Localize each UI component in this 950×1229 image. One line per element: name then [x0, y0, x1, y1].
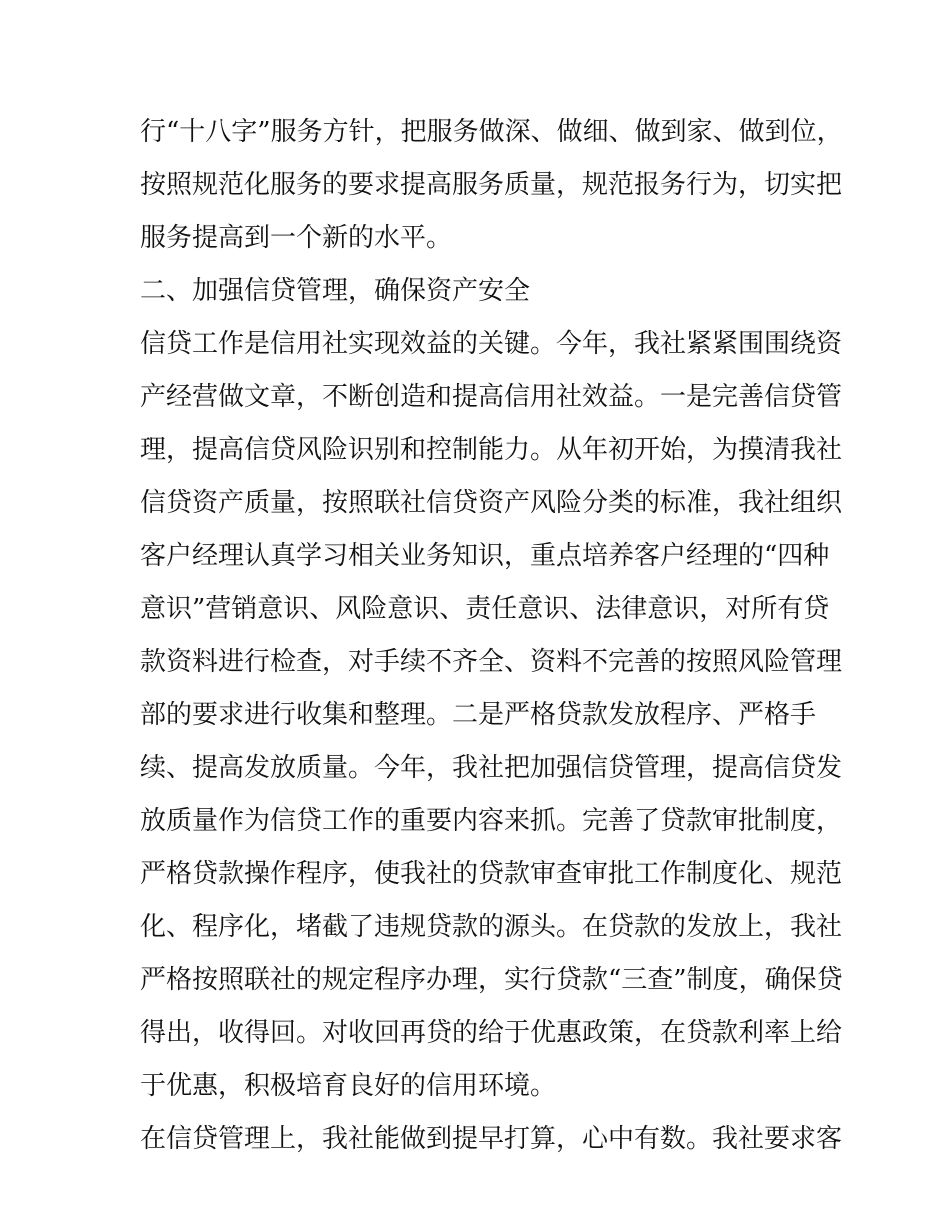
text-line: 严格贷款操作程序，使我社的贷款审查审批工作制度化、规范	[140, 859, 843, 889]
text-line: 放质量作为信贷工作的重要内容来抓。完善了贷款审批制度，	[140, 806, 843, 836]
text-line: 意识”营销意识、风险意识、责任意识、法律意识，对所有贷	[140, 594, 830, 624]
document-body	[140, 106, 843, 1166]
text-line: 化、程序化，堵截了违规贷款的源头。在贷款的发放上，我社	[140, 912, 843, 942]
text-line: 行“十八字”服务方针，把服务做深、做细、做到家、做到位，	[140, 117, 843, 147]
text-line: 续、提高发放质量。今年，我社把加强信贷管理，提高信贷发	[140, 753, 843, 783]
text-line: 严格按照联社的规定程序办理，实行贷款“三查”制度，确保贷	[140, 965, 843, 995]
text-line: 产经营做文章，不断创造和提高信用社效益。一是完善信贷管	[140, 382, 843, 412]
text-line: 于优惠，积极培育良好的信用环境。	[140, 1071, 557, 1101]
text-line: 信贷资产质量，按照联社信贷资产风险分类的标准，我社组织	[140, 488, 843, 518]
text-line: 客户经理认真学习相关业务知识，重点培养客户经理的“四种	[140, 541, 830, 571]
text-line: 部的要求进行收集和整理。二是严格贷款发放程序、严格手	[140, 700, 817, 730]
text-line: 得出，收得回。对收回再贷的给于优惠政策，在贷款利率上给	[140, 1018, 843, 1048]
text-line: 款资料进行检查，对手续不齐全、资料不完善的按照风险管理	[140, 647, 843, 677]
text-line: 按照规范化服务的要求提高服务质量，规范报务行为，切实把	[140, 170, 843, 200]
text-line: 在信贷管理上，我社能做到提早打算，心中有数。我社要求客	[140, 1124, 843, 1154]
text-line: 理，提高信贷风险识别和控制能力。从年初开始，为摸清我社	[140, 435, 843, 465]
text-line: 服务提高到一个新的水平。	[140, 223, 453, 253]
text-line: 信贷工作是信用社实现效益的关键。今年，我社紧紧围围绕资	[140, 329, 843, 359]
section-heading: 二、加强信贷管理，确保资产安全	[140, 276, 531, 306]
